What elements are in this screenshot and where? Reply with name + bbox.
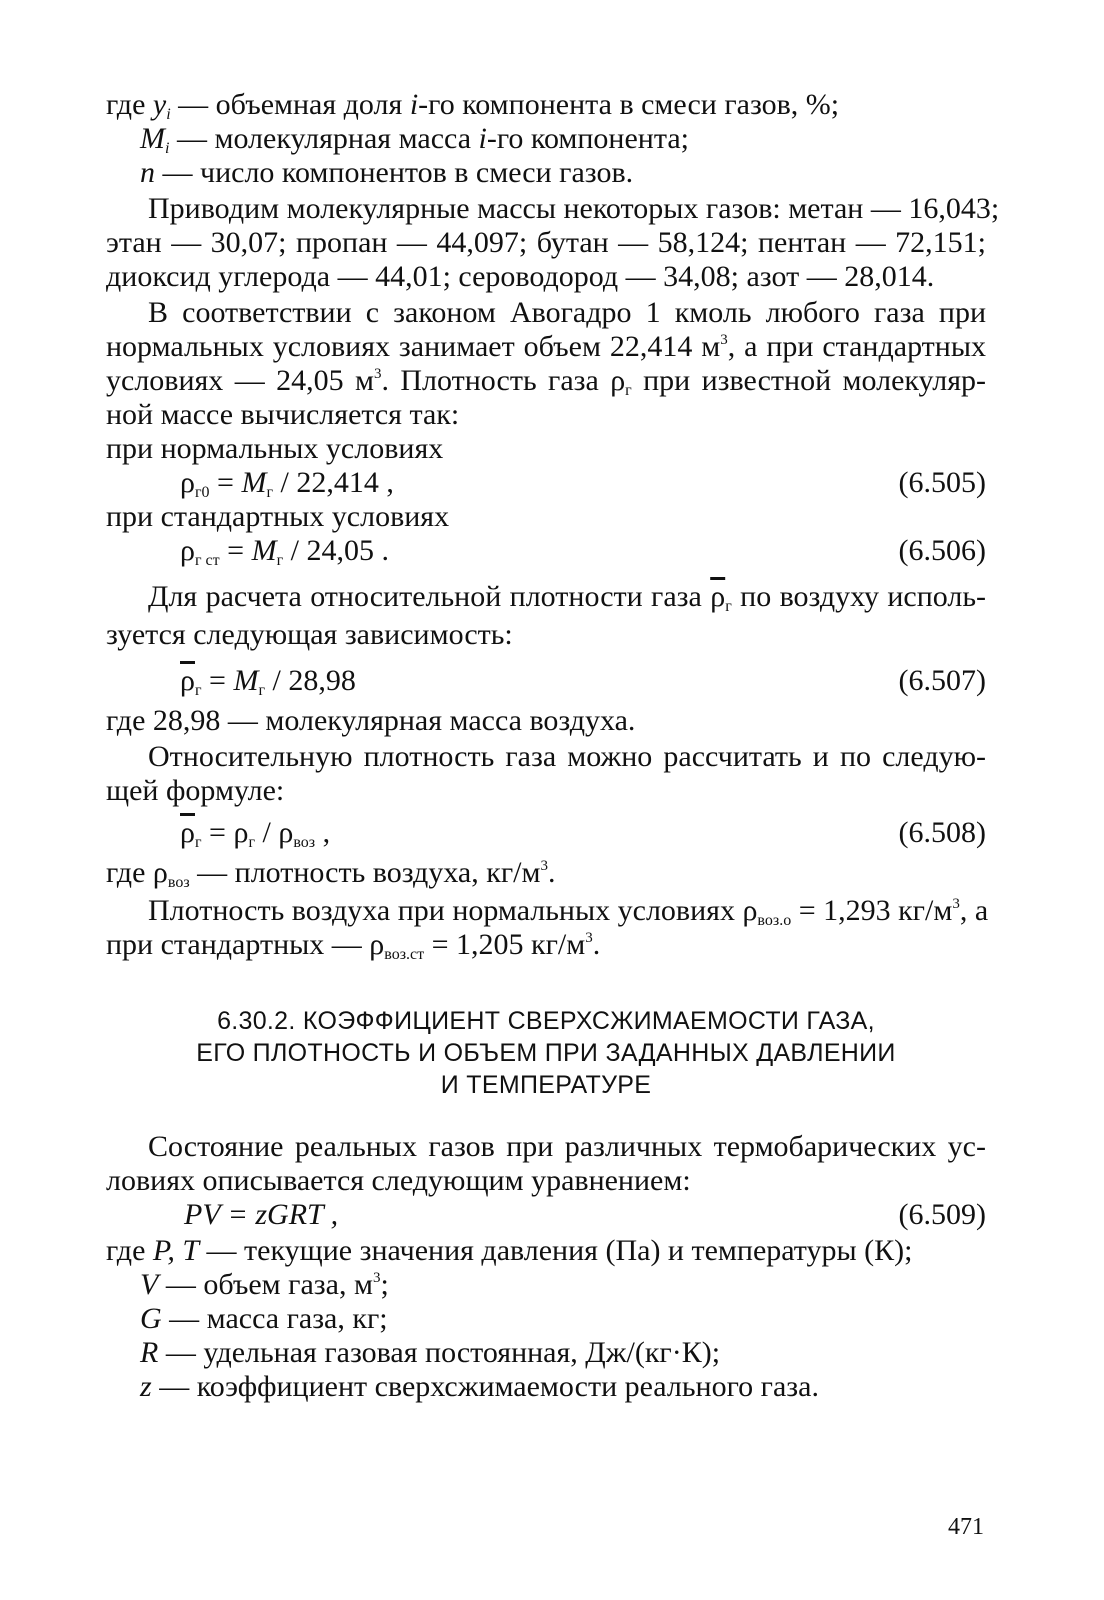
standard-conditions-label: при стандартных условиях	[106, 500, 450, 533]
masses-line-2: этан — 30,07; пропан — 44,097; бутан — 58,124; пентан — 72,151;	[106, 226, 986, 259]
equation-6-507: $\overline{\rho}_г = M_г / 28,98$	[180, 664, 356, 699]
masses-line-3: диоксид углерода — 44,01; сероводород — 34,08; азот — 28,014.	[106, 260, 935, 293]
section-heading-line-1: 6.30.2. КОЭФФИЦИЕНТ СВЕРХСЖИМАЕМОСТИ ГАЗА,	[217, 1007, 875, 1035]
definition-yi: где $y_i$ — объемная доля i-го компонента в смеси газов, %;	[106, 88, 840, 123]
avogadro-line-1: В соответствии с законом Авогадро 1 кмоль любого газа при	[148, 296, 986, 329]
air-density-line-1: Плотность воздуха при нормальных условиях $\rho_{воз.о} = 1,293$ $кг/м^3$, а	[148, 894, 989, 929]
definition-g: G — масса газа, кг;	[140, 1302, 388, 1335]
definition-p-t: где P, T — текущие значения давления (Па) и температуры (К);	[106, 1234, 913, 1267]
normal-conditions-label: при нормальных условиях	[106, 432, 444, 465]
avogadro-line-4: ной массе вычисляется так:	[106, 398, 460, 431]
definition-r: R — удельная газовая постоянная, Дж/(кг·К);	[140, 1336, 721, 1369]
section-heading-line-2: ЕГО ПЛОТНОСТЬ И ОБЪЕМ ПРИ ЗАДАННЫХ ДАВЛЕНИИ	[196, 1039, 896, 1067]
masses-line-1: Приводим молекулярные массы некоторых газов: метан — 16,043;	[148, 192, 1000, 225]
equation-number-6-507: (6.507)	[898, 664, 986, 697]
definition-v: V — объем газа, $м^3$;	[140, 1268, 389, 1301]
definition-n: n — число компонентов в смеси газов.	[140, 156, 634, 189]
equation-number-6-509: (6.509)	[898, 1198, 986, 1231]
formula-line-1: Относительную плотность газа можно рассчитать и по следую-	[148, 740, 986, 773]
state-line-1: Состояние реальных газов при различных термобарических ус-	[148, 1130, 986, 1163]
air-density-line-2: при стандартных — $\rho_{воз.ст} = 1,205$ $кг/м^3$.	[106, 928, 601, 963]
equation-6-506: $\rho_{г ст} = M_г / 24,05$ .	[180, 534, 389, 569]
state-line-2: ловиях описывается следующим уравнением:	[106, 1164, 691, 1197]
section-heading-line-3: И ТЕМПЕРАТУРЕ	[440, 1071, 652, 1099]
relative-density-line-1: Для расчета относительной плотности газа $\overline{\rho}_г$ по воздуху исполь-	[148, 580, 987, 615]
page-number: 471	[948, 1514, 984, 1540]
avogadro-line-3: условиях — 24,05 $м^3$. Плотность газа $\rho_г$ при известной молекуляр-	[106, 364, 986, 399]
definition-z: z — коэффициент сверхсжимаемости реального газа.	[140, 1370, 819, 1403]
avogadro-line-2: нормальных условиях занимает объем 22,414 $м^3$, а при стандартных	[106, 330, 986, 363]
equation-6-508: $\overline{\rho}_г = \rho_г / \rho_{воз}$ ,	[180, 816, 331, 851]
definition-mi: $M_i$ — молекулярная масса i-го компонента;	[140, 122, 689, 157]
air-molecular-mass-definition: где 28,98 — молекулярная масса воздуха.	[106, 704, 636, 737]
equation-number-6-505: (6.505)	[898, 466, 986, 499]
air-density-definition: где $\rho_{воз}$ — плотность воздуха, $кг/м^3$.	[106, 856, 556, 891]
relative-density-line-2: зуется следующая зависимость:	[106, 618, 513, 651]
formula-line-2: щей формуле:	[106, 774, 285, 807]
equation-number-6-508: (6.508)	[898, 816, 986, 849]
equation-number-6-506: (6.506)	[898, 534, 986, 567]
equation-6-509: PV = zGRT ,	[184, 1198, 339, 1231]
equation-6-505: $\rho_{г0} = M_г / 22,414$ ,	[180, 466, 394, 501]
